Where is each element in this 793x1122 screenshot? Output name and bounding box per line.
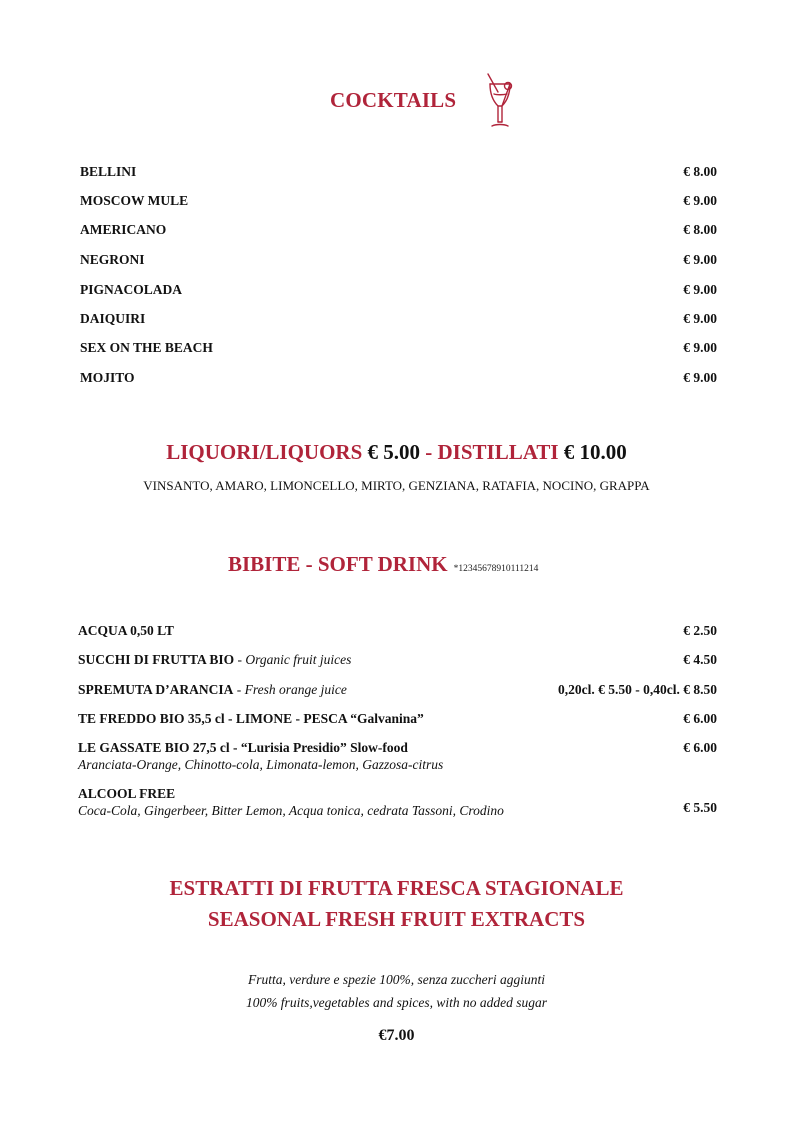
item-name: PIGNACOLADA (80, 282, 183, 297)
liquors-separator: - (425, 440, 433, 464)
menu-row (78, 786, 717, 819)
soft-drinks-title (228, 552, 538, 577)
spirits-label: DISTILLATI (437, 440, 559, 464)
item-desc: - Organic fruit juices (234, 652, 352, 667)
item-price: € 8.00 (683, 222, 717, 237)
item-price: € 9.00 (683, 193, 717, 208)
item-desc: - Fresh orange juice (233, 682, 347, 697)
item-name: NEGRONI (80, 252, 145, 267)
menu-row (78, 740, 717, 773)
menu-row (80, 370, 717, 386)
item-name: SUCCHI DI FRUTTA BIO (78, 652, 235, 667)
item-desc: Aranciata-Orange, Chinotto-cola, Limonata-lemon, Gazzosa-citrus (78, 757, 444, 772)
cocktails-title: COCKTAILS (330, 88, 457, 112)
item-price: € 5.50 (683, 800, 717, 815)
extracts-title-en: SEASONAL FRESH FRUIT EXTRACTS (207, 907, 586, 931)
item-price: € 6.00 (683, 740, 717, 755)
item-name: BELLINI (80, 164, 137, 179)
item-price: € 9.00 (683, 370, 717, 385)
extracts-desc-en: 100% fruits,vegetables and spices, with no added sugar (245, 995, 548, 1010)
item-price: € 9.00 (683, 282, 717, 297)
liquors-title (0, 440, 793, 465)
menu-row (80, 222, 717, 238)
menu-row (80, 193, 717, 209)
liquors-list: VINSANTO, AMARO, LIMONCELLO, MIRTO, GENZIANA, RATAFIA, NOCINO, GRAPPA (143, 478, 650, 493)
menu-row (78, 711, 717, 727)
item-name: LE GASSATE BIO 27,5 cl - “Lurisia Presidio” Slow-food (78, 740, 408, 755)
item-price: € 8.00 (683, 164, 717, 179)
liquors-label: LIQUORI/LIQUORS (166, 440, 363, 464)
menu-row (80, 340, 717, 356)
item-name: ALCOOL FREE (78, 786, 176, 801)
soft-drinks-label: BIBITE - SOFT DRINK (228, 552, 448, 576)
spirits-price: € 10.00 (563, 440, 627, 464)
item-price: € 9.00 (683, 340, 717, 355)
item-price: € 9.00 (683, 311, 717, 326)
item-price: € 6.00 (683, 711, 717, 726)
extracts-desc-it: Frutta, verdure e spezie 100%, senza zuccheri aggiunti (247, 972, 546, 987)
allergen-note: *12345678910111214 (453, 564, 539, 574)
item-name: DAIQUIRI (80, 311, 146, 326)
item-desc: Coca-Cola, Gingerbeer, Bitter Lemon, Acqua tonica, cedrata Tassoni, Crodino (78, 803, 504, 818)
item-name: ACQUA 0,50 LT (78, 623, 174, 638)
item-name: SPREMUTA D’ARANCIA (78, 682, 234, 697)
item-name: TE FREDDO BIO 35,5 cl - LIMONE - PESCA “Galvanina” (78, 711, 424, 726)
extracts-title-it: ESTRATTI DI FRUTTA FRESCA STAGIONALE (169, 876, 624, 900)
item-name: SEX ON THE BEACH (80, 340, 213, 355)
menu-row (80, 311, 717, 327)
menu-row (80, 164, 717, 180)
cocktail-glass-icon (484, 70, 516, 132)
menu-row (80, 252, 717, 268)
item-price: € 4.50 (683, 652, 717, 667)
menu-row (78, 623, 717, 639)
liquors-price: € 5.00 (367, 440, 421, 464)
item-name: MOJITO (80, 370, 135, 385)
item-price: 0,20cl. € 5.50 - 0,40cl. € 8.50 (558, 682, 717, 697)
item-price: € 9.00 (683, 252, 717, 267)
menu-row (80, 282, 717, 298)
menu-row (78, 652, 717, 668)
item-price: € 2.50 (683, 623, 717, 638)
extracts-price: €7.00 (378, 1027, 415, 1044)
item-name: AMERICANO (80, 222, 167, 237)
menu-row (78, 682, 717, 698)
item-name: MOSCOW MULE (80, 193, 189, 208)
